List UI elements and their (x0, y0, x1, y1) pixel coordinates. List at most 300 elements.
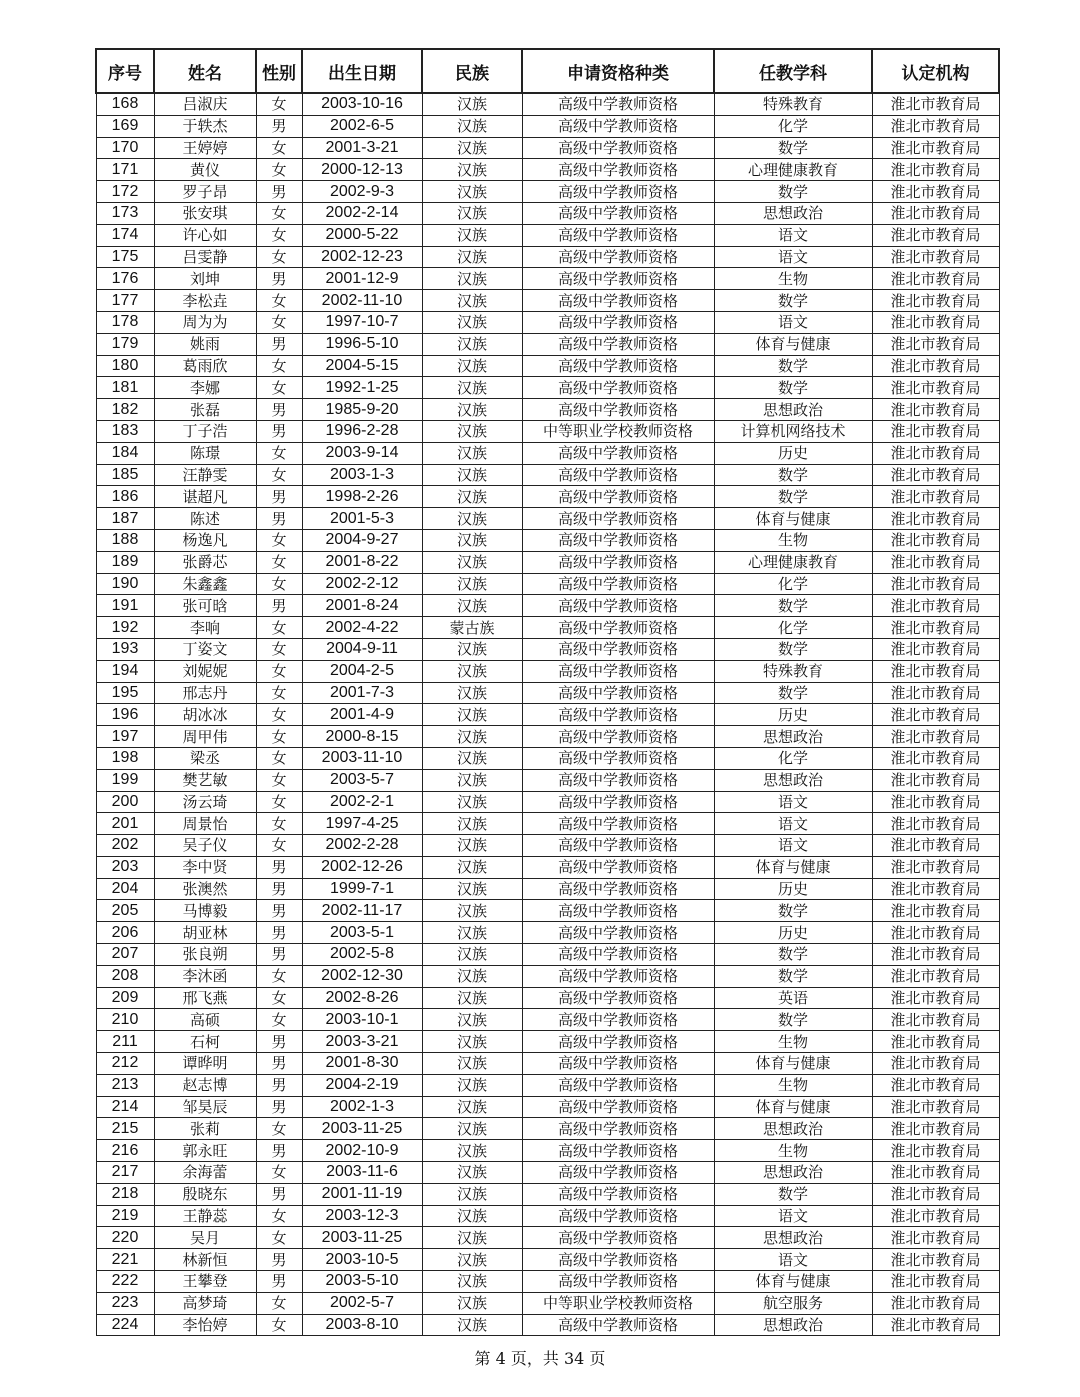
cell-subject: 生物 (714, 1074, 872, 1096)
cell-qualification-type: 高级中学教师资格 (522, 399, 714, 421)
cell-ethnicity: 汉族 (422, 377, 522, 399)
table-row (96, 290, 999, 312)
cell-certifying-authority: 淮北市教育局 (872, 944, 999, 966)
table-row (96, 115, 999, 137)
cell-gender: 女 (256, 769, 302, 791)
cell-certifying-authority: 淮北市教育局 (872, 1205, 999, 1227)
cell-gender: 女 (256, 377, 302, 399)
cell-certifying-authority: 淮北市教育局 (872, 1183, 999, 1205)
cell-name: 王攀登 (154, 1271, 256, 1293)
cell-index: 217 (96, 1162, 154, 1184)
cell-gender: 女 (256, 835, 302, 857)
cell-name: 林新恒 (154, 1249, 256, 1271)
cell-birth-date: 2003-11-25 (302, 1118, 422, 1140)
cell-gender: 男 (256, 420, 302, 442)
cell-birth-date: 2004-9-11 (302, 638, 422, 660)
cell-certifying-authority: 淮北市教育局 (872, 202, 999, 224)
cell-index: 212 (96, 1053, 154, 1075)
table-row (96, 1227, 999, 1249)
cell-name: 谭晔明 (154, 1053, 256, 1075)
cell-name: 吴月 (154, 1227, 256, 1249)
cell-gender: 男 (256, 1031, 302, 1053)
cell-ethnicity: 汉族 (422, 682, 522, 704)
cell-subject: 心理健康教育 (714, 159, 872, 181)
cell-name: 李怡婷 (154, 1314, 256, 1336)
cell-name: 姚雨 (154, 333, 256, 355)
cell-qualification-type: 中等职业学校教师资格 (522, 1292, 714, 1314)
cell-certifying-authority: 淮北市教育局 (872, 595, 999, 617)
cell-index: 193 (96, 638, 154, 660)
cell-gender: 女 (256, 1314, 302, 1336)
table-row (96, 726, 999, 748)
cell-gender: 女 (256, 202, 302, 224)
table-row (96, 1031, 999, 1053)
cell-ethnicity: 汉族 (422, 1249, 522, 1271)
cell-index: 180 (96, 355, 154, 377)
cell-gender: 男 (256, 856, 302, 878)
cell-name: 胡亚林 (154, 922, 256, 944)
cell-index: 223 (96, 1292, 154, 1314)
cell-index: 179 (96, 333, 154, 355)
cell-index: 170 (96, 137, 154, 159)
cell-qualification-type: 高级中学教师资格 (522, 1096, 714, 1118)
table-row (96, 202, 999, 224)
cell-subject: 生物 (714, 1140, 872, 1162)
cell-birth-date: 2000-12-13 (302, 159, 422, 181)
table-row (96, 442, 999, 464)
table-row (96, 638, 999, 660)
cell-birth-date: 1999-7-1 (302, 878, 422, 900)
cell-gender: 男 (256, 595, 302, 617)
cell-index: 219 (96, 1205, 154, 1227)
cell-gender: 女 (256, 159, 302, 181)
cell-ethnicity: 汉族 (422, 922, 522, 944)
header-qualification-type: 申请资格种类 (522, 49, 714, 93)
cell-qualification-type: 高级中学教师资格 (522, 1205, 714, 1227)
table-row (96, 1009, 999, 1031)
table-row (96, 137, 999, 159)
cell-gender: 女 (256, 1227, 302, 1249)
cell-qualification-type: 高级中学教师资格 (522, 965, 714, 987)
cell-subject: 数学 (714, 486, 872, 508)
table-row (96, 377, 999, 399)
cell-ethnicity: 汉族 (422, 311, 522, 333)
cell-index: 210 (96, 1009, 154, 1031)
cell-subject: 数学 (714, 355, 872, 377)
cell-birth-date: 2003-9-14 (302, 442, 422, 464)
cell-gender: 男 (256, 900, 302, 922)
cell-qualification-type: 高级中学教师资格 (522, 835, 714, 857)
table-row (96, 878, 999, 900)
cell-index: 183 (96, 420, 154, 442)
cell-gender: 女 (256, 1205, 302, 1227)
cell-gender: 男 (256, 1053, 302, 1075)
cell-ethnicity: 汉族 (422, 856, 522, 878)
cell-index: 206 (96, 922, 154, 944)
cell-index: 189 (96, 551, 154, 573)
cell-ethnicity: 汉族 (422, 944, 522, 966)
cell-certifying-authority: 淮北市教育局 (872, 726, 999, 748)
cell-certifying-authority: 淮北市教育局 (872, 377, 999, 399)
cell-qualification-type: 高级中学教师资格 (522, 115, 714, 137)
table-row (96, 704, 999, 726)
cell-certifying-authority: 淮北市教育局 (872, 355, 999, 377)
cell-subject: 思想政治 (714, 1118, 872, 1140)
cell-birth-date: 2001-12-9 (302, 268, 422, 290)
table-row (96, 573, 999, 595)
cell-name: 张爵芯 (154, 551, 256, 573)
cell-subject: 语文 (714, 1205, 872, 1227)
cell-subject: 数学 (714, 137, 872, 159)
cell-birth-date: 2002-5-8 (302, 944, 422, 966)
cell-qualification-type: 高级中学教师资格 (522, 93, 714, 115)
cell-birth-date: 2002-2-28 (302, 835, 422, 857)
cell-ethnicity: 汉族 (422, 747, 522, 769)
cell-gender: 女 (256, 464, 302, 486)
cell-name: 汤云琦 (154, 791, 256, 813)
cell-index: 203 (96, 856, 154, 878)
cell-certifying-authority: 淮北市教育局 (872, 115, 999, 137)
cell-qualification-type: 高级中学教师资格 (522, 573, 714, 595)
cell-ethnicity: 汉族 (422, 1096, 522, 1118)
cell-certifying-authority: 淮北市教育局 (872, 420, 999, 442)
cell-name: 陈璟 (154, 442, 256, 464)
table-row (96, 355, 999, 377)
cell-ethnicity: 汉族 (422, 769, 522, 791)
cell-index: 188 (96, 529, 154, 551)
cell-index: 185 (96, 464, 154, 486)
header-certifying-authority: 认定机构 (872, 49, 999, 93)
cell-birth-date: 1997-10-7 (302, 311, 422, 333)
cell-name: 石柯 (154, 1031, 256, 1053)
cell-gender: 女 (256, 1009, 302, 1031)
cell-index: 214 (96, 1096, 154, 1118)
cell-certifying-authority: 淮北市教育局 (872, 93, 999, 115)
cell-subject: 语文 (714, 813, 872, 835)
cell-index: 205 (96, 900, 154, 922)
cell-certifying-authority: 淮北市教育局 (872, 1162, 999, 1184)
table-row (96, 333, 999, 355)
cell-birth-date: 1997-4-25 (302, 813, 422, 835)
cell-subject: 化学 (714, 573, 872, 595)
cell-certifying-authority: 淮北市教育局 (872, 856, 999, 878)
cell-name: 邢志丹 (154, 682, 256, 704)
cell-subject: 特殊教育 (714, 93, 872, 115)
cell-subject: 生物 (714, 1031, 872, 1053)
cell-ethnicity: 汉族 (422, 835, 522, 857)
cell-index: 184 (96, 442, 154, 464)
cell-index: 201 (96, 813, 154, 835)
cell-certifying-authority: 淮北市教育局 (872, 551, 999, 573)
cell-subject: 体育与健康 (714, 1271, 872, 1293)
cell-birth-date: 1996-2-28 (302, 420, 422, 442)
cell-index: 191 (96, 595, 154, 617)
cell-index: 209 (96, 987, 154, 1009)
cell-certifying-authority: 淮北市教育局 (872, 987, 999, 1009)
cell-certifying-authority: 淮北市教育局 (872, 181, 999, 203)
cell-index: 215 (96, 1118, 154, 1140)
table-row (96, 181, 999, 203)
cell-birth-date: 1992-1-25 (302, 377, 422, 399)
cell-ethnicity: 汉族 (422, 1314, 522, 1336)
cell-qualification-type: 高级中学教师资格 (522, 181, 714, 203)
cell-index: 222 (96, 1271, 154, 1293)
cell-subject: 数学 (714, 682, 872, 704)
cell-gender: 女 (256, 224, 302, 246)
cell-index: 224 (96, 1314, 154, 1336)
cell-index: 208 (96, 965, 154, 987)
cell-certifying-authority: 淮北市教育局 (872, 1053, 999, 1075)
table-row (96, 747, 999, 769)
cell-index: 168 (96, 93, 154, 115)
cell-qualification-type: 高级中学教师资格 (522, 355, 714, 377)
cell-qualification-type: 高级中学教师资格 (522, 1314, 714, 1336)
cell-qualification-type: 高级中学教师资格 (522, 682, 714, 704)
cell-name: 王静蕊 (154, 1205, 256, 1227)
cell-qualification-type: 高级中学教师资格 (522, 1074, 714, 1096)
cell-index: 169 (96, 115, 154, 137)
cell-ethnicity: 汉族 (422, 1292, 522, 1314)
cell-certifying-authority: 淮北市教育局 (872, 1031, 999, 1053)
cell-gender: 男 (256, 333, 302, 355)
cell-certifying-authority: 淮北市教育局 (872, 1271, 999, 1293)
table-row (96, 268, 999, 290)
cell-name: 吕淑庆 (154, 93, 256, 115)
cell-subject: 思想政治 (714, 769, 872, 791)
cell-name: 周为为 (154, 311, 256, 333)
table-row (96, 551, 999, 573)
cell-name: 李松垚 (154, 290, 256, 312)
table-row (96, 595, 999, 617)
cell-ethnicity: 汉族 (422, 1183, 522, 1205)
cell-birth-date: 2002-6-5 (302, 115, 422, 137)
cell-index: 182 (96, 399, 154, 421)
cell-name: 张莉 (154, 1118, 256, 1140)
cell-birth-date: 2002-2-1 (302, 791, 422, 813)
cell-ethnicity: 汉族 (422, 878, 522, 900)
cell-certifying-authority: 淮北市教育局 (872, 442, 999, 464)
table-row (96, 1118, 999, 1140)
cell-name: 于轶杰 (154, 115, 256, 137)
cell-index: 221 (96, 1249, 154, 1271)
cell-name: 吕雯静 (154, 246, 256, 268)
cell-subject: 化学 (714, 115, 872, 137)
cell-qualification-type: 高级中学教师资格 (522, 551, 714, 573)
cell-birth-date: 2002-2-12 (302, 573, 422, 595)
cell-certifying-authority: 淮北市教育局 (872, 900, 999, 922)
table-row (96, 93, 999, 115)
cell-subject: 历史 (714, 704, 872, 726)
table-header-row (96, 49, 999, 93)
cell-name: 余海蕾 (154, 1162, 256, 1184)
cell-certifying-authority: 淮北市教育局 (872, 813, 999, 835)
table-row (96, 159, 999, 181)
cell-qualification-type: 高级中学教师资格 (522, 922, 714, 944)
cell-qualification-type: 高级中学教师资格 (522, 442, 714, 464)
cell-index: 197 (96, 726, 154, 748)
table-row (96, 1271, 999, 1293)
cell-name: 邢飞燕 (154, 987, 256, 1009)
cell-birth-date: 2003-10-16 (302, 93, 422, 115)
cell-birth-date: 2003-11-25 (302, 1227, 422, 1249)
cell-name: 王婷婷 (154, 137, 256, 159)
cell-qualification-type: 高级中学教师资格 (522, 486, 714, 508)
cell-ethnicity: 蒙古族 (422, 617, 522, 639)
cell-name: 张磊 (154, 399, 256, 421)
table-row (96, 246, 999, 268)
cell-ethnicity: 汉族 (422, 246, 522, 268)
cell-birth-date: 2002-9-3 (302, 181, 422, 203)
cell-qualification-type: 高级中学教师资格 (522, 508, 714, 530)
cell-certifying-authority: 淮北市教育局 (872, 1009, 999, 1031)
cell-name: 黄仪 (154, 159, 256, 181)
cell-qualification-type: 高级中学教师资格 (522, 747, 714, 769)
cell-name: 赵志博 (154, 1074, 256, 1096)
table-row (96, 617, 999, 639)
teacher-qualification-table (95, 48, 1000, 1336)
cell-certifying-authority: 淮北市教育局 (872, 399, 999, 421)
cell-birth-date: 2003-3-21 (302, 1031, 422, 1053)
cell-certifying-authority: 淮北市教育局 (872, 922, 999, 944)
cell-subject: 特殊教育 (714, 660, 872, 682)
cell-ethnicity: 汉族 (422, 115, 522, 137)
table-row (96, 944, 999, 966)
cell-subject: 历史 (714, 922, 872, 944)
cell-gender: 女 (256, 137, 302, 159)
table-row (96, 1314, 999, 1336)
cell-subject: 心理健康教育 (714, 551, 872, 573)
header-name: 姓名 (154, 49, 256, 93)
cell-qualification-type: 高级中学教师资格 (522, 246, 714, 268)
table-row (96, 529, 999, 551)
cell-ethnicity: 汉族 (422, 224, 522, 246)
cell-qualification-type: 高级中学教师资格 (522, 1053, 714, 1075)
cell-certifying-authority: 淮北市教育局 (872, 617, 999, 639)
cell-certifying-authority: 淮北市教育局 (872, 747, 999, 769)
cell-name: 殷晓东 (154, 1183, 256, 1205)
cell-name: 邹昊辰 (154, 1096, 256, 1118)
cell-qualification-type: 高级中学教师资格 (522, 791, 714, 813)
table-row (96, 420, 999, 442)
cell-gender: 女 (256, 355, 302, 377)
cell-name: 李响 (154, 617, 256, 639)
table-row (96, 1249, 999, 1271)
cell-subject: 语文 (714, 311, 872, 333)
table-row (96, 1053, 999, 1075)
cell-birth-date: 2002-4-22 (302, 617, 422, 639)
cell-qualification-type: 高级中学教师资格 (522, 1009, 714, 1031)
cell-birth-date: 2002-12-30 (302, 965, 422, 987)
cell-subject: 体育与健康 (714, 508, 872, 530)
table-row (96, 464, 999, 486)
cell-ethnicity: 汉族 (422, 333, 522, 355)
cell-index: 202 (96, 835, 154, 857)
cell-ethnicity: 汉族 (422, 202, 522, 224)
cell-qualification-type: 高级中学教师资格 (522, 1140, 714, 1162)
cell-certifying-authority: 淮北市教育局 (872, 464, 999, 486)
cell-gender: 女 (256, 747, 302, 769)
cell-index: 190 (96, 573, 154, 595)
cell-certifying-authority: 淮北市教育局 (872, 246, 999, 268)
cell-birth-date: 2001-8-30 (302, 1053, 422, 1075)
header-index: 序号 (96, 49, 154, 93)
cell-qualification-type: 高级中学教师资格 (522, 1118, 714, 1140)
cell-qualification-type: 高级中学教师资格 (522, 987, 714, 1009)
cell-qualification-type: 高级中学教师资格 (522, 704, 714, 726)
cell-subject: 计算机网络技术 (714, 420, 872, 442)
cell-subject: 体育与健康 (714, 1053, 872, 1075)
cell-subject: 数学 (714, 595, 872, 617)
cell-gender: 女 (256, 442, 302, 464)
cell-certifying-authority: 淮北市教育局 (872, 1227, 999, 1249)
cell-gender: 女 (256, 726, 302, 748)
cell-index: 216 (96, 1140, 154, 1162)
cell-certifying-authority: 淮北市教育局 (872, 529, 999, 551)
cell-name: 李娜 (154, 377, 256, 399)
cell-name: 杨逸凡 (154, 529, 256, 551)
cell-gender: 女 (256, 573, 302, 595)
cell-ethnicity: 汉族 (422, 137, 522, 159)
cell-subject: 思想政治 (714, 202, 872, 224)
cell-qualification-type: 高级中学教师资格 (522, 377, 714, 399)
cell-name: 吴子仪 (154, 835, 256, 857)
cell-name: 刘妮妮 (154, 660, 256, 682)
cell-gender: 男 (256, 181, 302, 203)
cell-qualification-type: 高级中学教师资格 (522, 529, 714, 551)
cell-subject: 思想政治 (714, 726, 872, 748)
table-row (96, 813, 999, 835)
cell-gender: 男 (256, 268, 302, 290)
cell-qualification-type: 高级中学教师资格 (522, 1183, 714, 1205)
cell-ethnicity: 汉族 (422, 791, 522, 813)
cell-ethnicity: 汉族 (422, 290, 522, 312)
cell-qualification-type: 高级中学教师资格 (522, 311, 714, 333)
cell-certifying-authority: 淮北市教育局 (872, 1140, 999, 1162)
cell-gender: 女 (256, 1162, 302, 1184)
cell-certifying-authority: 淮北市教育局 (872, 965, 999, 987)
cell-gender: 女 (256, 290, 302, 312)
table-row (96, 660, 999, 682)
cell-index: 199 (96, 769, 154, 791)
table-row (96, 965, 999, 987)
cell-gender: 女 (256, 660, 302, 682)
cell-index: 207 (96, 944, 154, 966)
cell-certifying-authority: 淮北市教育局 (872, 1118, 999, 1140)
cell-ethnicity: 汉族 (422, 987, 522, 1009)
cell-qualification-type: 高级中学教师资格 (522, 856, 714, 878)
cell-name: 刘坤 (154, 268, 256, 290)
cell-birth-date: 2002-2-14 (302, 202, 422, 224)
cell-birth-date: 2002-1-3 (302, 1096, 422, 1118)
cell-birth-date: 2002-8-26 (302, 987, 422, 1009)
cell-qualification-type: 高级中学教师资格 (522, 159, 714, 181)
cell-gender: 女 (256, 987, 302, 1009)
cell-ethnicity: 汉族 (422, 268, 522, 290)
cell-qualification-type: 高级中学教师资格 (522, 813, 714, 835)
cell-birth-date: 2004-9-27 (302, 529, 422, 551)
cell-name: 丁姿文 (154, 638, 256, 660)
table-row (96, 1140, 999, 1162)
header-ethnicity: 民族 (422, 49, 522, 93)
cell-subject: 语文 (714, 224, 872, 246)
cell-index: 200 (96, 791, 154, 813)
cell-gender: 男 (256, 1074, 302, 1096)
cell-name: 陈述 (154, 508, 256, 530)
cell-ethnicity: 汉族 (422, 1227, 522, 1249)
cell-index: 213 (96, 1074, 154, 1096)
cell-birth-date: 2003-10-1 (302, 1009, 422, 1031)
cell-qualification-type: 高级中学教师资格 (522, 1249, 714, 1271)
